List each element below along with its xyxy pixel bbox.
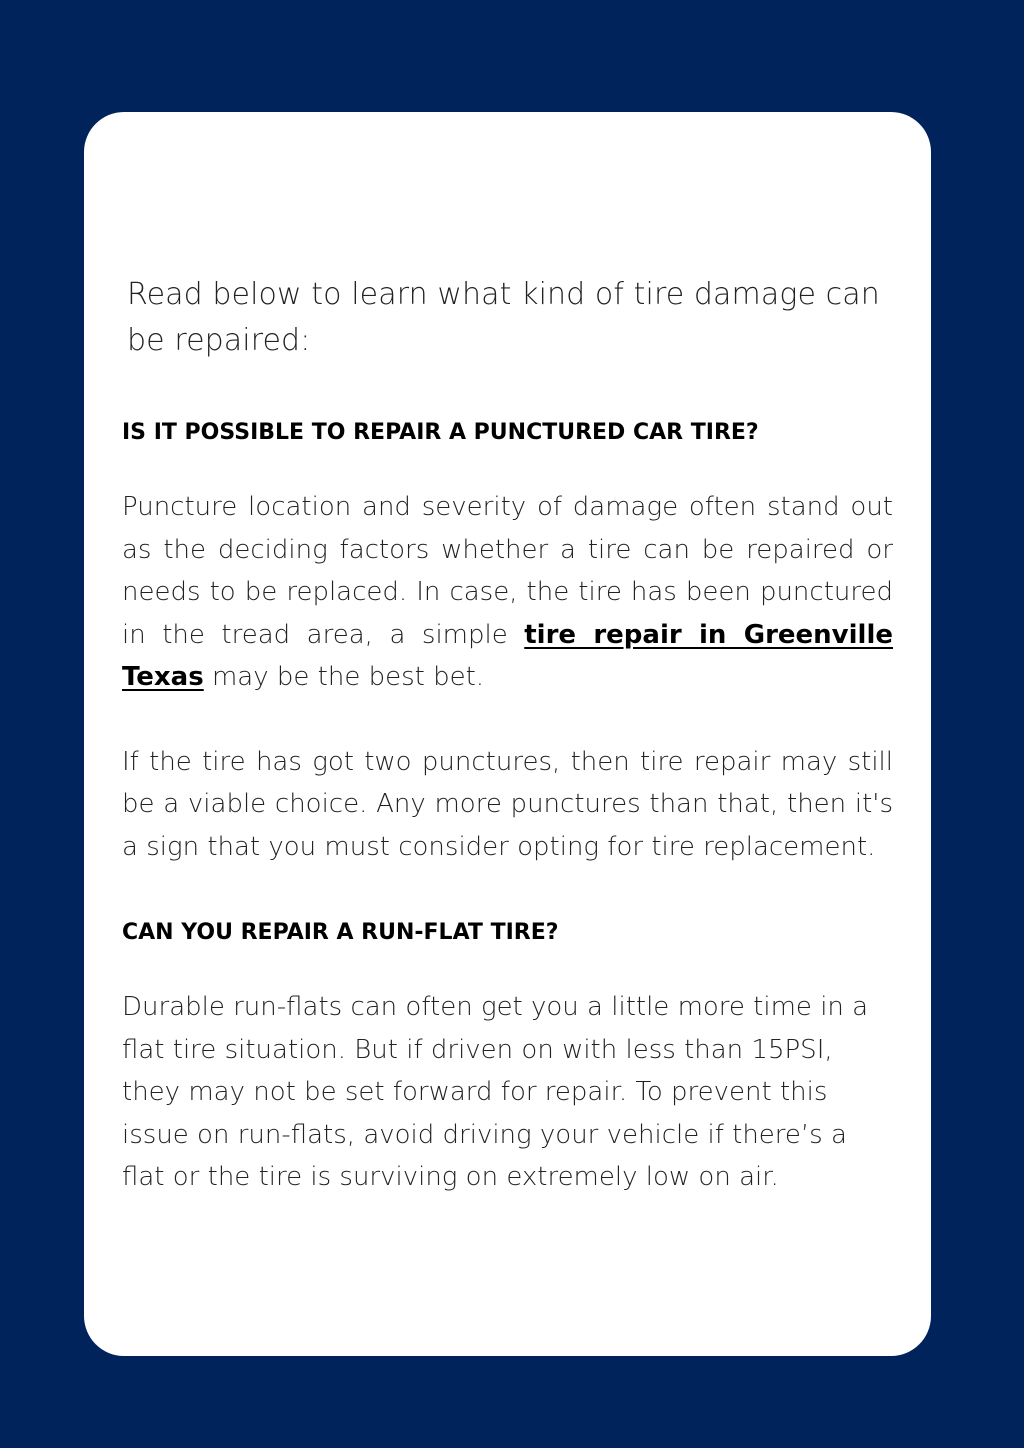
paragraph-puncture-location xyxy=(122,486,893,699)
tire-repair-link[interactable]: tire repair in Greenville Texas xyxy=(122,619,894,692)
paragraph-text: may be the best bet. xyxy=(203,662,485,692)
paragraph-text: Puncture location and severity of damage often stand out as the deciding factors whether a tire can be repaired or needs to be replaced. In case, the tire has been punctured in the tread area, a simple xyxy=(122,492,893,650)
section-heading-run-flat: CAN YOU REPAIR A RUN-FLAT TIRE? xyxy=(122,920,559,945)
article-body xyxy=(122,272,893,1199)
section-heading-punctured: IS IT POSSIBLE TO REPAIR A PUNCTURED CAR TIRE? xyxy=(122,420,759,445)
paragraph-run-flats: Durable run-flats can often get you a little more time in a flat tire situation. But if driven on with less than 15PSI, they may not be set forward for repair. To prevent this issue on run-flats, avoid driving your vehicle if there’s a flat or the tire is surviving on extremely low on air. xyxy=(122,992,869,1192)
paragraph-two-punctures: If the tire has got two punctures, then tire repair may still be a viable choice. Any more punctures than that, then it's a sign that you must consider opting for tire replacement. xyxy=(122,746,893,862)
intro-text: Read below to learn what kind of tire damage can be repaired: xyxy=(127,277,880,358)
content-card xyxy=(84,112,931,1356)
